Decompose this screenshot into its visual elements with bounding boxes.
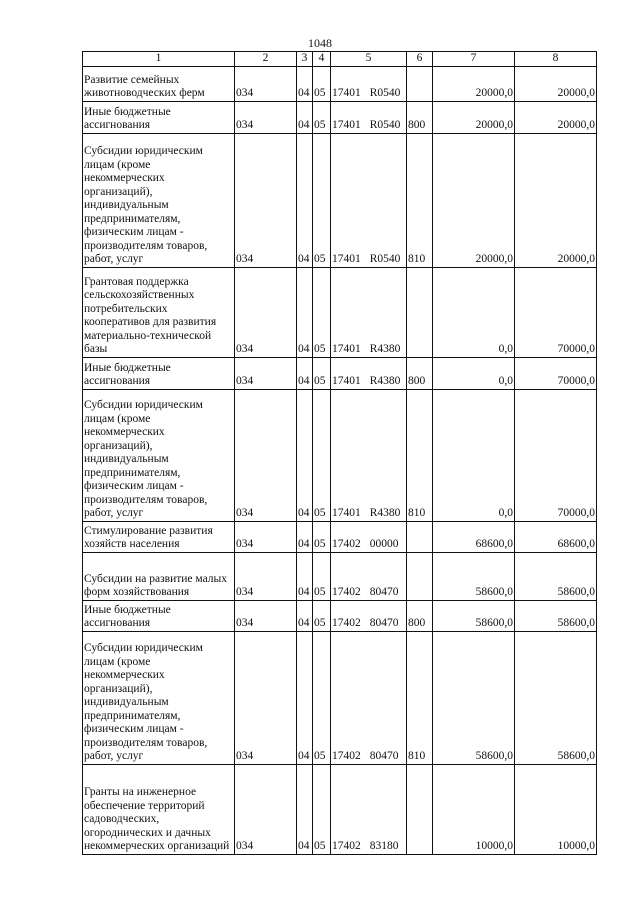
row-ministry-code: 034 <box>235 632 297 765</box>
row-sum-col8: 70000,0 <box>515 358 597 390</box>
csr-part-b: R0540 <box>369 119 401 132</box>
row-section: 04 <box>297 390 313 522</box>
table-row <box>83 390 597 522</box>
csr-part-a: 17401 <box>332 375 361 388</box>
row-name: Субсидии юридическим лицам (кроме некоммерческих организаций), индивидуальным предпринимателям, физическим лицам - производителям товаров, работ, услуг <box>83 632 235 765</box>
row-expense-type: 800 <box>407 601 433 632</box>
table-row <box>83 601 597 632</box>
csr-part-a: 17401 <box>332 87 361 100</box>
row-sum-col7: 10000,0 <box>433 765 515 855</box>
csr-part-a: 17402 <box>332 617 361 630</box>
table-row <box>83 102 597 134</box>
row-name: Иные бюджетные ассигнования <box>83 601 235 632</box>
row-subsection: 05 <box>313 268 331 358</box>
row-ministry-code: 034 <box>235 134 297 268</box>
row-target-article <box>331 632 407 765</box>
row-expense-type: 800 <box>407 102 433 134</box>
row-section: 04 <box>297 522 313 553</box>
header-col-6: 6 <box>407 52 433 67</box>
row-subsection: 05 <box>313 522 331 553</box>
row-expense-type: 800 <box>407 358 433 390</box>
header-col-5: 5 <box>331 52 407 67</box>
csr-part-a: 17402 <box>332 750 361 763</box>
row-target-article <box>331 358 407 390</box>
row-name: Стимулирование развития хозяйств населения <box>83 522 235 553</box>
header-col-2: 2 <box>235 52 297 67</box>
header-row <box>83 52 597 67</box>
csr-part-b: 80470 <box>369 586 399 599</box>
page-number: 1048 <box>308 36 332 50</box>
row-expense-type <box>407 765 433 855</box>
row-ministry-code: 034 <box>235 67 297 102</box>
row-expense-type <box>407 268 433 358</box>
row-sum-col7: 58600,0 <box>433 632 515 765</box>
row-expense-type <box>407 522 433 553</box>
row-section: 04 <box>297 601 313 632</box>
csr-part-b: R4380 <box>369 375 401 388</box>
row-target-article <box>331 553 407 601</box>
row-sum-col8: 70000,0 <box>515 390 597 522</box>
csr-part-b: 80470 <box>369 750 399 763</box>
row-sum-col8: 68600,0 <box>515 522 597 553</box>
row-section: 04 <box>297 268 313 358</box>
csr-part-a: 17401 <box>332 507 361 520</box>
row-sum-col7: 0,0 <box>433 268 515 358</box>
table-row <box>83 553 597 601</box>
row-ministry-code: 034 <box>235 522 297 553</box>
row-sum-col7: 20000,0 <box>433 134 515 268</box>
row-subsection: 05 <box>313 601 331 632</box>
row-sum-col7: 0,0 <box>433 358 515 390</box>
csr-part-b: 83180 <box>369 840 399 853</box>
csr-part-b: R4380 <box>369 343 401 356</box>
table-row <box>83 67 597 102</box>
row-sum-col8: 20000,0 <box>515 102 597 134</box>
row-sum-col8: 58600,0 <box>515 553 597 601</box>
row-subsection: 05 <box>313 134 331 268</box>
row-subsection: 05 <box>313 67 331 102</box>
row-subsection: 05 <box>313 358 331 390</box>
budget-table <box>82 51 597 855</box>
csr-part-b: 80470 <box>369 617 399 630</box>
row-name: Гранты на инженерное обеспечение территорий садоводческих, огороднических и дачных некоммерческих организаций <box>83 765 235 855</box>
row-target-article <box>331 522 407 553</box>
row-sum-col8: 70000,0 <box>515 268 597 358</box>
row-target-article <box>331 67 407 102</box>
csr-part-b: R0540 <box>369 253 401 266</box>
row-section: 04 <box>297 134 313 268</box>
row-name: Развитие семейных животноводческих ферм <box>83 67 235 102</box>
row-ministry-code: 034 <box>235 553 297 601</box>
row-section: 04 <box>297 358 313 390</box>
header-col-1: 1 <box>83 52 235 67</box>
row-target-article <box>331 268 407 358</box>
row-section: 04 <box>297 632 313 765</box>
header-col-8: 8 <box>515 52 597 67</box>
table-row <box>83 522 597 553</box>
row-sum-col8: 58600,0 <box>515 601 597 632</box>
row-subsection: 05 <box>313 632 331 765</box>
row-ministry-code: 034 <box>235 268 297 358</box>
csr-part-a: 17401 <box>332 343 361 356</box>
csr-part-b: 00000 <box>369 538 399 551</box>
row-target-article <box>331 102 407 134</box>
row-sum-col7: 0,0 <box>433 390 515 522</box>
row-ministry-code: 034 <box>235 358 297 390</box>
row-expense-type: 810 <box>407 390 433 522</box>
row-target-article <box>331 601 407 632</box>
header-col-4: 4 <box>313 52 331 67</box>
row-expense-type: 810 <box>407 134 433 268</box>
row-ministry-code: 034 <box>235 390 297 522</box>
row-expense-type <box>407 553 433 601</box>
row-target-article <box>331 765 407 855</box>
row-sum-col8: 58600,0 <box>515 632 597 765</box>
row-section: 04 <box>297 67 313 102</box>
row-sum-col8: 20000,0 <box>515 67 597 102</box>
row-section: 04 <box>297 765 313 855</box>
row-ministry-code: 034 <box>235 601 297 632</box>
row-sum-col7: 68600,0 <box>433 522 515 553</box>
row-sum-col7: 20000,0 <box>433 67 515 102</box>
table-row <box>83 268 597 358</box>
table-row <box>83 134 597 268</box>
row-sum-col7: 58600,0 <box>433 601 515 632</box>
row-expense-type <box>407 67 433 102</box>
csr-part-a: 17401 <box>332 119 361 132</box>
row-subsection: 05 <box>313 553 331 601</box>
row-section: 04 <box>297 102 313 134</box>
row-subsection: 05 <box>313 390 331 522</box>
row-subsection: 05 <box>313 765 331 855</box>
row-subsection: 05 <box>313 102 331 134</box>
row-ministry-code: 034 <box>235 102 297 134</box>
table-row <box>83 765 597 855</box>
csr-part-a: 17402 <box>332 586 361 599</box>
row-name: Иные бюджетные ассигнования <box>83 102 235 134</box>
table-row <box>83 632 597 765</box>
row-sum-col7: 20000,0 <box>433 102 515 134</box>
header-col-3: 3 <box>297 52 313 67</box>
row-name: Грантовая поддержка сельскохозяйственных потребительских кооперативов для развития материально-технической базы <box>83 268 235 358</box>
table-row <box>83 358 597 390</box>
header-col-7: 7 <box>433 52 515 67</box>
csr-part-b: R4380 <box>369 507 401 520</box>
row-sum-col7: 58600,0 <box>433 553 515 601</box>
row-sum-col8: 10000,0 <box>515 765 597 855</box>
csr-part-a: 17402 <box>332 840 361 853</box>
row-name: Субсидии на развитие малых форм хозяйствования <box>83 553 235 601</box>
row-name: Субсидии юридическим лицам (кроме некоммерческих организаций), индивидуальным предпринимателям, физическим лицам - производителям товаров, работ, услуг <box>83 390 235 522</box>
row-expense-type: 810 <box>407 632 433 765</box>
row-target-article <box>331 390 407 522</box>
row-section: 04 <box>297 553 313 601</box>
row-name: Иные бюджетные ассигнования <box>83 358 235 390</box>
csr-part-b: R0540 <box>369 87 401 100</box>
csr-part-a: 17401 <box>332 253 361 266</box>
row-sum-col8: 20000,0 <box>515 134 597 268</box>
csr-part-a: 17402 <box>332 538 361 551</box>
row-target-article <box>331 134 407 268</box>
row-name: Субсидии юридическим лицам (кроме некоммерческих организаций), индивидуальным предпринимателям, физическим лицам - производителям товаров, работ, услуг <box>83 134 235 268</box>
row-ministry-code: 034 <box>235 765 297 855</box>
